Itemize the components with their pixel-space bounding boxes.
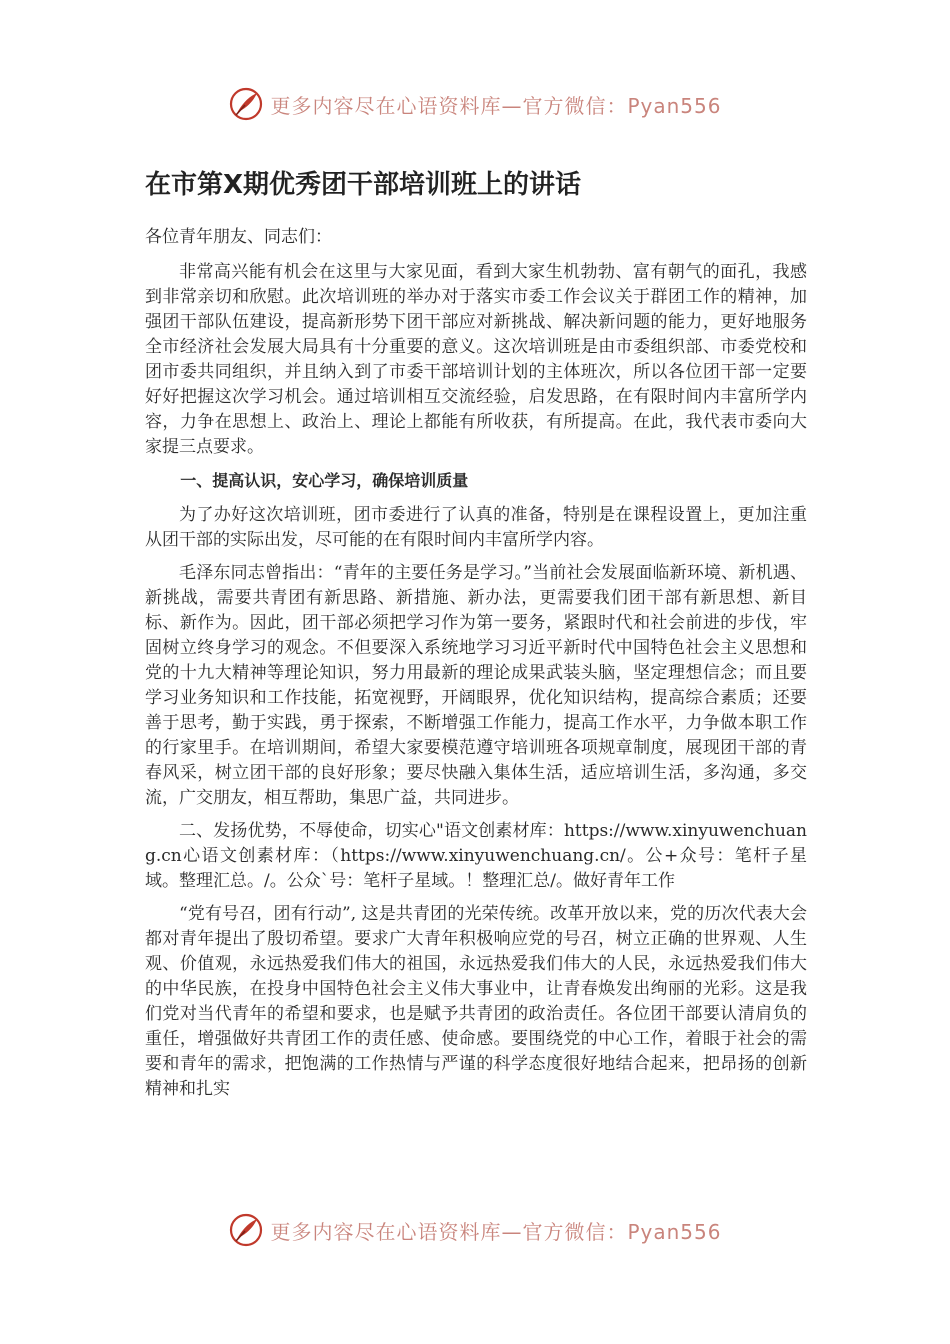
header-banner <box>0 82 950 126</box>
paragraph-5: “党有号召，团有行动”, 这是共青团的光荣传统。改革开放以来，党的历次代表大会都对青年提出了殷切希望。要求广大青年积极响应党的号召，树立正确的世界观、人生观、价值观，永远热爱我们伟大的祖国，永远热爱我们伟大的人民，永远热爱我们伟大的中华民族，在投身中国特色社会主义伟大事业中，让青春焕发出绚丽的光彩。这是我们党对当代青年的希望和要求，也是赋予共青团的政治责任。各位团干部要认清肩负的重任，增强做好共青团工作的责任感、使命感。要围绕党的中心工作，着眼于社会的需要和青年的需求，把饱满的工作热情与严谨的科学态度很好地结合起来，把昂扬的创新精神和扎实 <box>145 904 807 1100</box>
section-heading-1: 一、提高认识，安心学习，确保培训质量 <box>180 471 469 491</box>
greeting: 各位青年朋友、同志们： <box>145 227 332 248</box>
document-title: 在市第X期优秀团干部培训班上的讲话 <box>145 170 582 200</box>
paragraph-1: 非常高兴能有机会在这里与大家见面，看到大家生机勃勃、富有朝气的面孔，我感到非常亲切和欣慰。此次培训班的举办对于落实市委工作会议关于群团工作的精神，加强团干部队伍建设，提高新形势下团干部应对新挑战、解决新问题的能力，更好地服务全市经济社会发展大局具有十分重要的意义。这次培训班是由市委组织部、市委党校和团市委共同组织，并且纳入到了市委干部培训计划的主体班次，所以各位团干部一定要好好把握这次学习机会。通过培训相互交流经验，启发思路，在有限时间内丰富所学内容，力争在思想上、政治上、理论上都能有所收获，有所提高。在此，我代表市委向大家提三点要求。 <box>145 262 807 458</box>
document-body <box>145 170 807 1110</box>
banner-text: 更多内容尽在心语资料库—官方微信：Pyan556 <box>270 1219 722 1244</box>
feather-pen-logo-icon <box>228 86 264 122</box>
feather-pen-logo-icon <box>228 1212 264 1248</box>
banner-text: 更多内容尽在心语资料库—官方微信：Pyan556 <box>270 93 722 118</box>
section-heading-2: 二、发扬优势，不辱使命，切实心"语文创素材库：https://www.xinyuwenchuang.cn心语文创素材库：（https://www.xinyuwenchuang.cn/。公+众号：笔杆子星域。整理汇总。/。公众`号：笔杆子星域。！整理汇总/。做好青年工作 <box>145 821 807 892</box>
paragraph-2: 为了办好这次培训班，团市委进行了认真的准备，特别是在课程设置上，更加注重从团干部的实际出发，尽可能的在有限时间内丰富所学内容。 <box>145 505 807 551</box>
footer-banner <box>0 1208 950 1252</box>
paragraph-3: 毛泽东同志曾指出：“青年的主要任务是学习。”当前社会发展面临新环境、新机遇、新挑战，需要共青团有新思路、新措施、新办法，更需要我们团干部有新思想、新目标、新作为。因此，团干部必须把学习作为第一要务，紧跟时代和社会前进的步伐，牢固树立终身学习的观念。不但要深入系统地学习习近平新时代中国特色社会主义思想和党的十九大精神等理论知识，努力用最新的理论成果武装头脑，坚定理想信念；而且要学习业务知识和工作技能，拓宽视野，开阔眼界，优化知识结构，提高综合素质；还要善于思考，勤于实践，勇于探索，不断增强工作能力，提高工作水平，力争做本职工作的行家里手。在培训期间，希望大家要模范遵守培训班各项规章制度，展现团干部的青春风采，树立团干部的良好形象；要尽快融入集体生活，适应培训生活，多沟通，多交流，广交朋友，相互帮助，集思广益，共同进步。 <box>145 563 807 809</box>
